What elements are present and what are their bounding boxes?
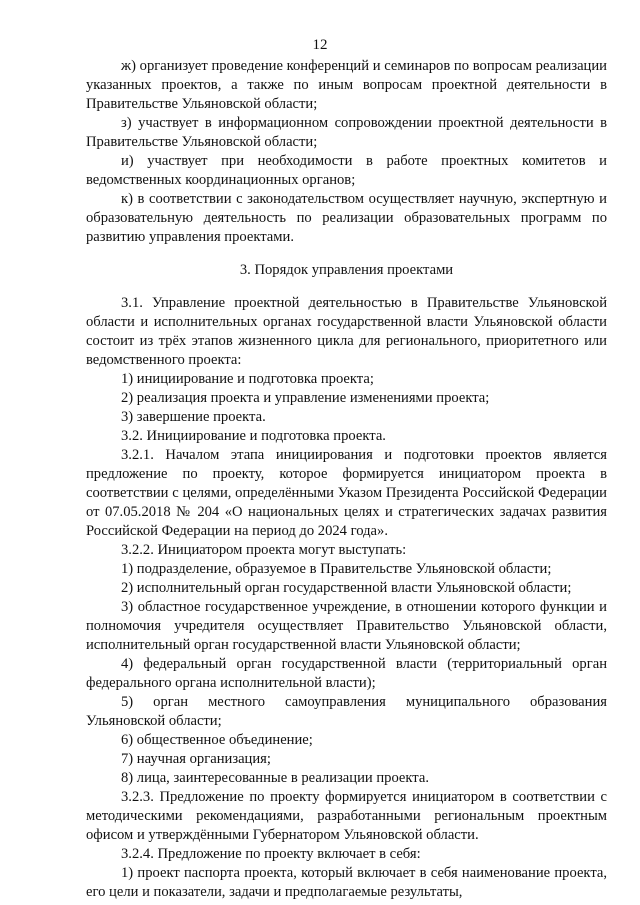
list-item-initiator-8: 8) лица, заинтересованные в реализации проекта. (121, 770, 429, 786)
list-item-initiator-4: 4) федеральный орган государственной власти (территориальный орган федерального органа исполнительной власти); (86, 656, 607, 691)
list-item-initiator-1: 1) подразделение, образуемое в Правительстве Ульяновской области; (121, 561, 552, 577)
paragraph-k: к) в соответствии с законодательством осуществляет научную, экспертную и образовательную деятельность по реализации образовательных программ по развитию управления проектами. (86, 191, 607, 245)
document-body (86, 57, 607, 902)
list-item-stage-3: 3) завершение проекта. (121, 409, 266, 425)
list-item-initiator-7: 7) научная организация; (121, 751, 271, 767)
paragraph-3-2-3: 3.2.3. Предложение по проекту формируется инициатором в соответствии с методическими рекомендациями, разработанными региональным проектным офисом и утверждёнными Губернатором Ульяновской области. (86, 789, 607, 843)
paragraph-3-2: 3.2. Инициирование и подготовка проекта. (121, 428, 386, 444)
paragraph-z: з) участвует в информационном сопровождении проектной деятельности в Правительстве Ульяновской области; (86, 115, 607, 150)
list-item-stage-1: 1) инициирование и подготовка проекта; (121, 371, 374, 387)
paragraph-i: и) участвует при необходимости в работе проектных комитетов и ведомственных координационных органов; (86, 153, 607, 188)
list-item-initiator-5: 5) орган местного самоуправления муниципального образования Ульяновской области; (86, 694, 607, 729)
list-item-initiator-6: 6) общественное объединение; (121, 732, 313, 748)
list-item-stage-2: 2) реализация проекта и управление изменениями проекта; (121, 390, 490, 406)
paragraph-3-2-1: 3.2.1. Началом этапа инициирования и подготовки проектов является предложение по проекту, которое формируется инициатором проекта в соответствии с целями, определёнными Указом Президента Российской Федерации от 07.05.2018 № 204 «О национальных целях и стратегических задачах развития Российской Федерации на период до 2024 года». (86, 447, 607, 539)
paragraph-3-2-2: 3.2.2. Инициатором проекта могут выступать: (121, 542, 407, 558)
section-heading: 3. Порядок управления проектами (239, 262, 454, 278)
paragraph-zh: ж) организует проведение конференций и семинаров по вопросам реализации указанных проектов, а также по иным вопросам проектной деятельности в Правительстве Ульяновской области; (86, 58, 607, 112)
paragraph-3-2-4: 3.2.4. Предложение по проекту включает в себя: (121, 846, 421, 862)
list-item-initiator-2: 2) исполнительный орган государственной власти Ульяновской области; (121, 580, 572, 596)
list-item-initiator-3: 3) областное государственное учреждение, в отношении которого функции и полномочия учредителя осуществляет Правительство Ульяновской области, исполнительный орган государственной власти Ульяновской области; (86, 599, 607, 653)
page-number: 12 (312, 37, 328, 53)
paragraph-3-1: 3.1. Управление проектной деятельностью в Правительстве Ульяновской области и исполнительных органах государственной власти Ульяновской области состоит из трёх этапов жизненного цикла для регионального, приоритетного или ведомственного проекта: (86, 295, 607, 368)
list-item-proposal-1: 1) проект паспорта проекта, который включает в себя наименование проекта, его цели и показатели, задачи и предполагаемые результаты, (86, 865, 607, 900)
